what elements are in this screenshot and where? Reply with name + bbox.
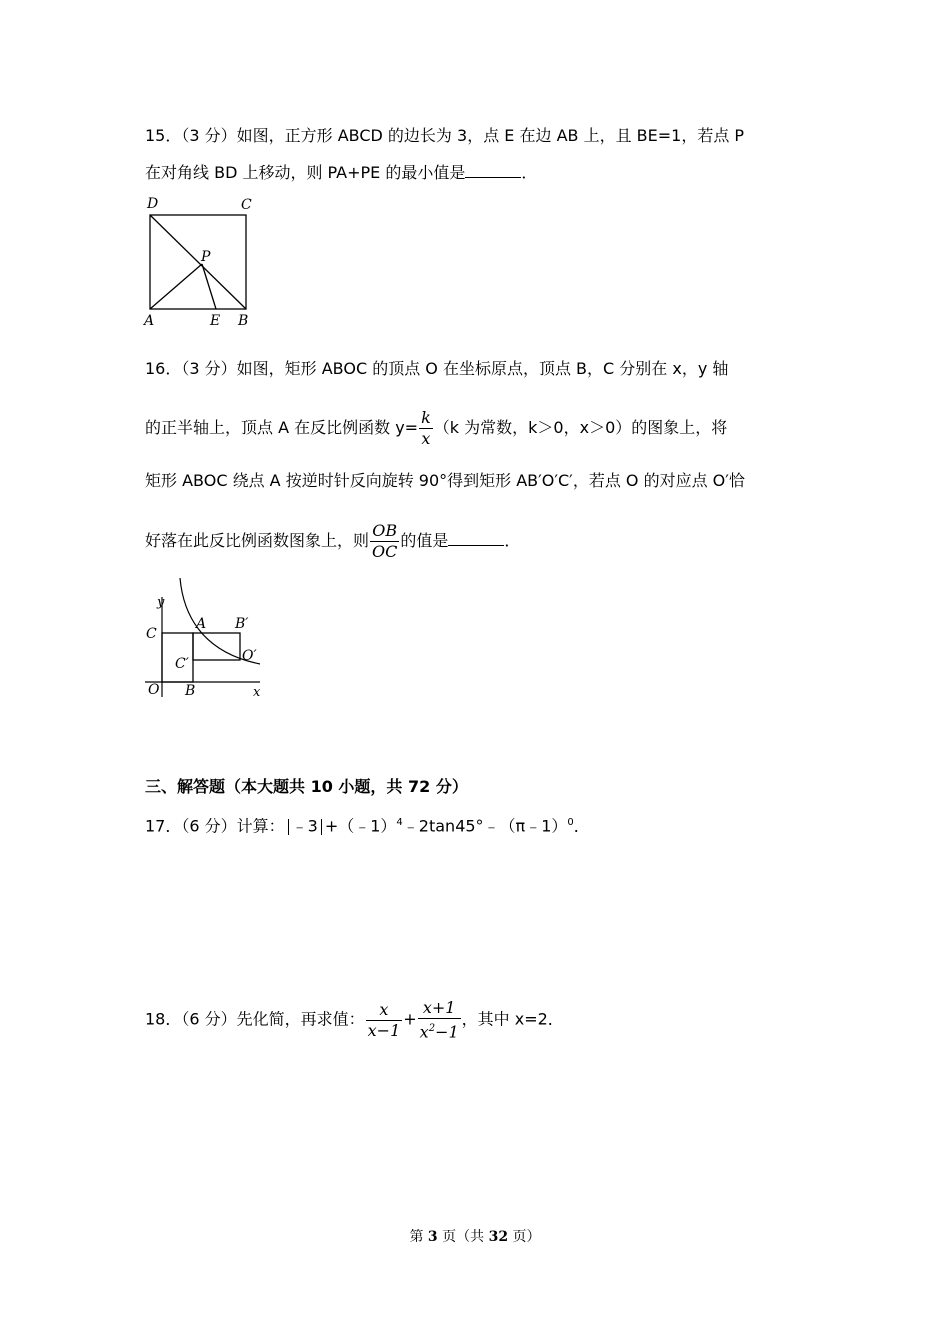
fraction-x-over-x-minus-1: [366, 1000, 403, 1041]
q16-text-2a: 的正半轴上，顶点 A 在反比例函数 y=: [145, 418, 419, 437]
frac-den: OC: [372, 542, 398, 561]
q16-line3: 矩形 ABOC 绕点 A 按逆时针反向旋转 90°得到矩形 AB′O′C′，若点 O 的对应点 O′恰: [145, 471, 745, 490]
q15-period: ．: [521, 163, 538, 182]
label-c: C: [241, 197, 252, 213]
q17-abs-content: ﹣3: [291, 816, 318, 836]
abs-bar-right: [321, 819, 322, 835]
fraction-second: [418, 998, 461, 1042]
q17-line: [145, 813, 590, 836]
frac-den: x−1: [367, 1020, 401, 1040]
frac-den: x: [421, 429, 431, 448]
label-a: A: [196, 616, 207, 632]
q16-text-2b: （k 为常数，k＞0，x＞0）的图象上，将: [433, 418, 728, 437]
q18-plus: +: [403, 1009, 417, 1029]
label-o-prime: O′: [242, 648, 257, 664]
den-base: x: [419, 1022, 429, 1042]
label-y: y: [157, 595, 165, 610]
page-total: 32: [488, 1229, 509, 1245]
q18-text: 18．（6 分）先化简，再求值：: [145, 1009, 365, 1029]
abs-bar-left: [288, 819, 289, 835]
footer-post: 页）: [508, 1229, 541, 1245]
footer-mid: 页（共: [437, 1229, 489, 1245]
q15-line2: [145, 162, 537, 183]
q16-text-4b: 的值是: [400, 531, 449, 550]
q17-end: ．: [573, 816, 590, 836]
q17-mid: +（﹣1）: [324, 816, 397, 836]
page-number: 3: [427, 1229, 438, 1245]
label-x: x: [253, 685, 261, 700]
den-exp: 2: [428, 1023, 436, 1034]
q16-text-4a: 好落在此反比例函数图象上，则: [145, 531, 370, 550]
label-p: P: [201, 249, 211, 265]
answer-blank: [448, 530, 504, 546]
segment-pa: [150, 264, 202, 309]
label-d: D: [147, 196, 159, 212]
label-c: C: [146, 626, 157, 642]
frac-den: [418, 1019, 461, 1042]
frac-num: OB: [370, 521, 399, 542]
label-b: B: [238, 313, 249, 329]
frac-num: x+1: [418, 998, 461, 1019]
label-b: B: [185, 683, 196, 699]
q18-post: ，其中 x=2．: [461, 1009, 564, 1029]
q16-line1: 16．（3 分）如图，矩形 ABOC 的顶点 O 在坐标原点，顶点 B，C 分别在 x，y 轴: [145, 359, 729, 378]
q16-line2: [145, 408, 727, 449]
page-footer: [0, 1226, 950, 1246]
label-a: A: [144, 313, 155, 329]
hyperbola-figure: [140, 572, 275, 702]
q18-line: [145, 998, 564, 1042]
frac-num: x: [366, 1000, 403, 1021]
frac-num: k: [421, 408, 431, 427]
q17-exp1: 4: [396, 817, 403, 828]
q15-text: 在对角线 BD 上移动，则 PA+PE 的最小值是: [145, 163, 466, 182]
section-heading: 三、解答题（本大题共 10 小题，共 72 分）: [145, 777, 468, 796]
q17-exp2: 0: [567, 817, 574, 828]
segment-pe: [202, 264, 216, 309]
diagonal-bd: [150, 215, 246, 309]
label-o: O: [148, 682, 160, 698]
answer-blank: [465, 162, 521, 178]
fraction-ob-over-oc: [370, 521, 399, 562]
q17-text: 17．（6 分）计算：: [145, 816, 285, 836]
fraction-k-over-x: [419, 408, 433, 449]
q16-line4: [145, 521, 520, 562]
square-figure: [140, 190, 260, 330]
label-c-prime: C′: [175, 656, 189, 672]
q16-period: ．: [504, 531, 521, 550]
q17-post: ﹣2tan45°﹣（π﹣1）: [402, 816, 568, 836]
den-rest: −1: [435, 1022, 459, 1042]
q15-line1: 15．（3 分）如图，正方形 ABCD 的边长为 3，点 E 在边 AB 上，且 BE=1，若点 P: [145, 126, 745, 145]
footer-pre: 第: [409, 1229, 428, 1245]
label-e: E: [210, 313, 221, 329]
label-b-prime: B′: [235, 616, 249, 632]
